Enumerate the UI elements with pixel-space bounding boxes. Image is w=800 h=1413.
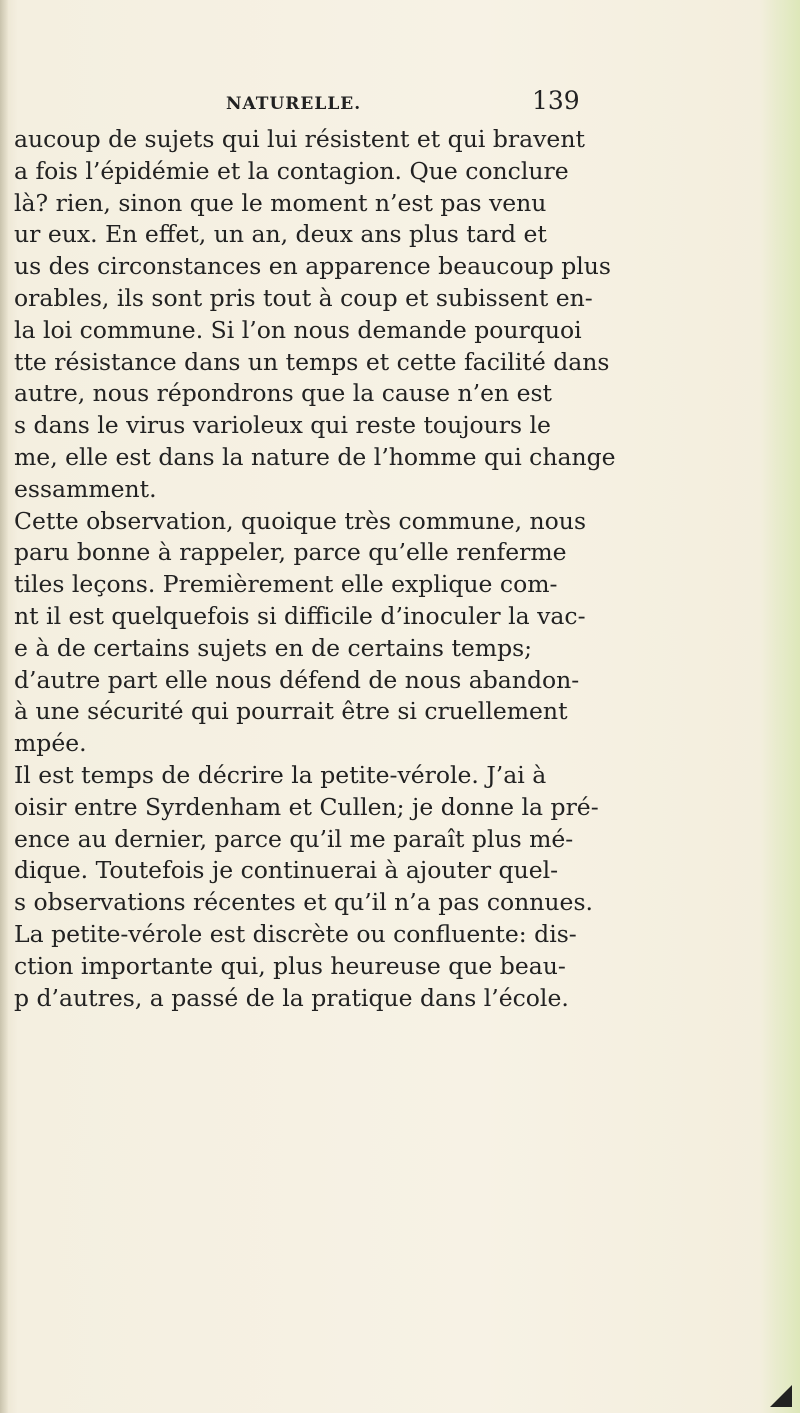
text-line: s dans le virus varioleux qui reste toujours le <box>14 411 551 440</box>
text-line: s observations récentes et qu’il n’a pas connues. <box>14 888 593 917</box>
text-line: autre, nous répondrons que la cause n’en est <box>14 379 552 408</box>
text-line: Il est temps de décrire la petite-vérole. J’ai à <box>14 760 547 789</box>
text-line: tiles leçons. Premièrement elle explique com- <box>14 570 558 599</box>
text-line: Cette observation, quoique très commune, nous <box>14 506 586 535</box>
running-head: NATURELLE. <box>226 94 362 114</box>
text-line: a fois l’épidémie et la contagion. Que conclure <box>14 156 569 185</box>
text-line: me, elle est dans la nature de l’homme qui change <box>14 442 616 471</box>
text-line: us des circonstances en apparence beaucoup plus <box>14 252 611 281</box>
text-line: ur eux. En effet, un an, deux ans plus tard et <box>14 220 547 249</box>
text-line: aucoup de sujets qui lui résistent et qui bravent <box>14 125 585 153</box>
text-line: dique. Toutefois je continuerai à ajouter quel- <box>14 856 559 885</box>
body-text <box>14 124 766 1014</box>
text-line: ence au dernier, parce qu’il me paraît plus mé- <box>14 824 574 853</box>
page-number: 139 <box>532 86 580 115</box>
text-line: tte résistance dans un temps et cette facilité dans <box>14 347 610 376</box>
text-line: orables, ils sont pris tout à coup et subissent en- <box>14 283 593 312</box>
text-line: d’autre part elle nous défend de nous abandon- <box>14 665 580 694</box>
text-line: mpée. <box>14 729 87 758</box>
text-line: ction importante qui, plus heureuse que beau- <box>14 951 566 980</box>
text-line: paru bonne à rappeler, parce qu’elle renferme <box>14 538 567 567</box>
page-gutter-shadow <box>0 0 8 1413</box>
text-line: essamment. <box>14 474 157 503</box>
text-line: nt il est quelquefois si difficile d’inoculer la vac- <box>14 601 586 630</box>
text-line: e à de certains sujets en de certains temps; <box>14 633 533 662</box>
text-line: la loi commune. Si l’on nous demande pourquoi <box>14 315 582 344</box>
text-line: p d’autres, a passé de la pratique dans l’école. <box>14 983 569 1012</box>
text-line: oisir entre Syrdenham et Cullen; je donne la pré- <box>14 792 599 821</box>
text-line: là? rien, sinon que le moment n’est pas venu <box>14 188 547 217</box>
corner-mark <box>770 1385 792 1407</box>
page-header <box>226 86 626 120</box>
page-edge <box>760 0 800 1413</box>
text-line: à une sécurité qui pourrait être si cruellement <box>14 697 568 726</box>
text-line: La petite-vérole est discrète ou confluente: dis- <box>14 919 577 948</box>
